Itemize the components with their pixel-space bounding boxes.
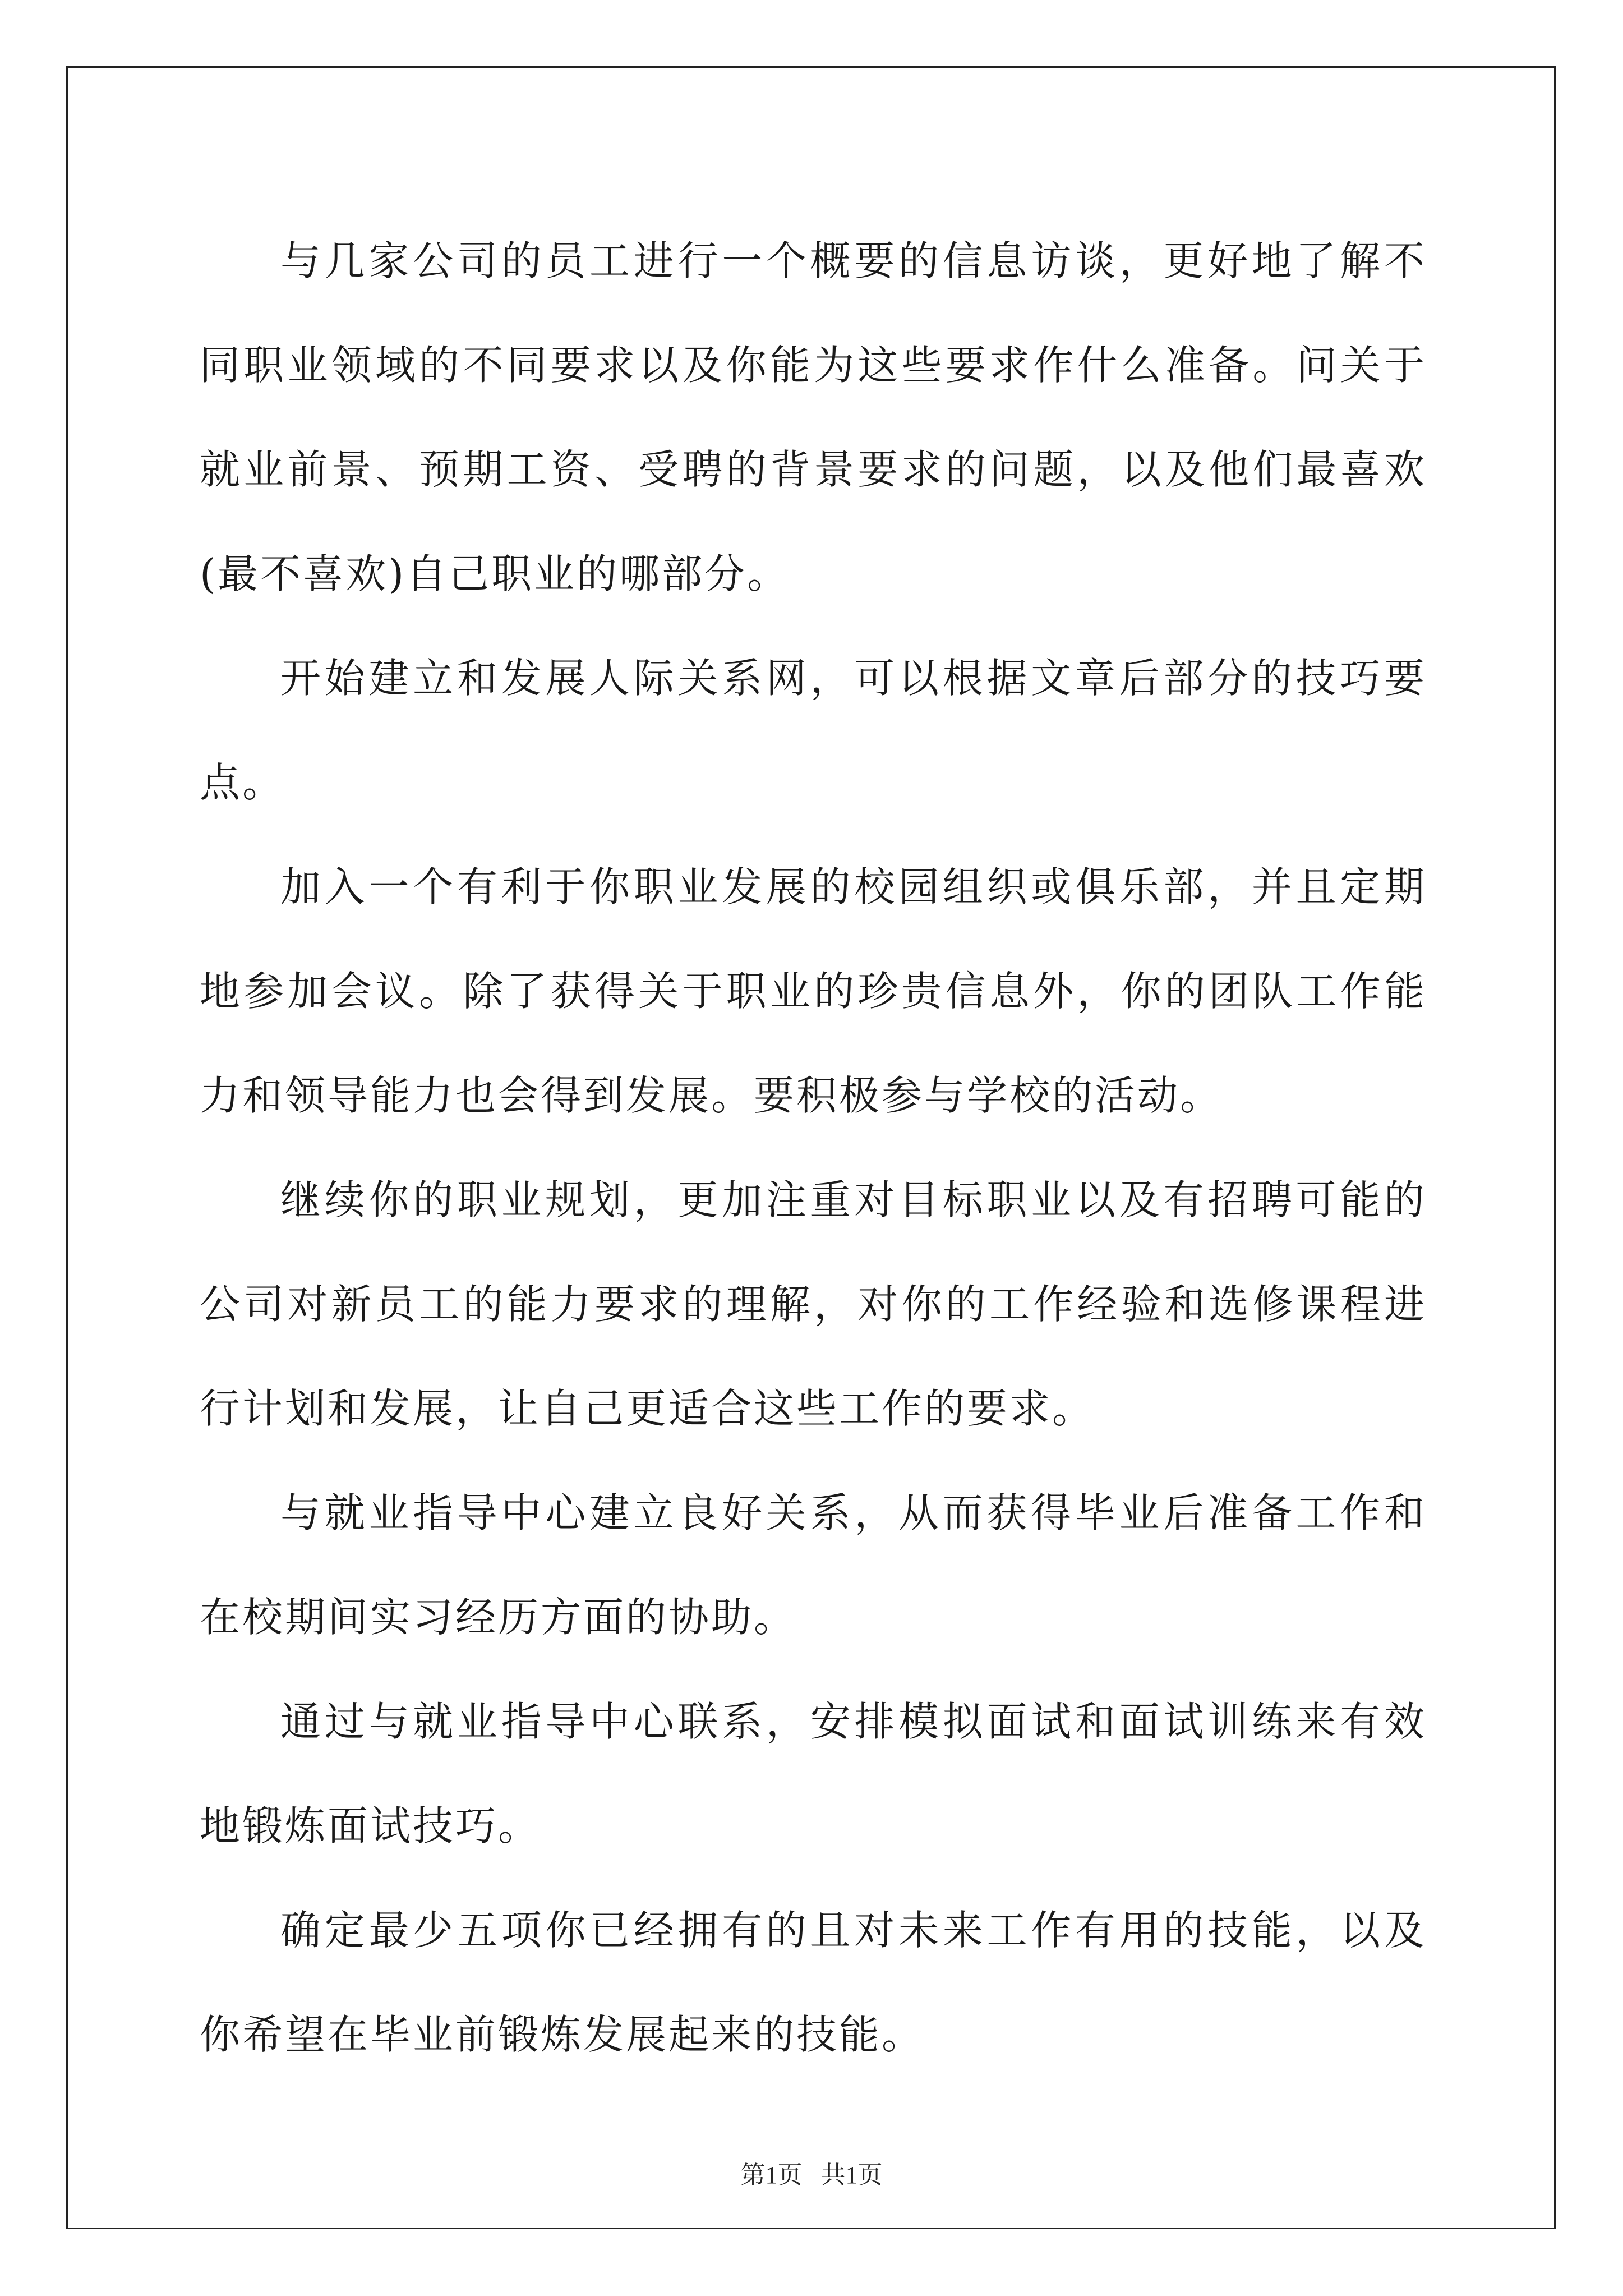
footer-spacer [803,2161,821,2189]
paragraph-1: 与几家公司的员工进行一个概要的信息访谈，更好地了解不同职业领域的不同要求以及你能为这些要求作什么准备。问关于就业前景、预期工资、受聘的背景要求的问题，以及他们最喜欢(最不喜欢)自己职业的哪部分。 [200,237,1427,597]
paragraph-7: 确定最少五项你已经拥有的且对未来工作有用的技能，以及你希望在毕业前锻炼发展起来的技能。 [200,1907,1427,2058]
page-footer [0,2159,1623,2192]
page-number-total: 共1页 [820,2161,883,2189]
paragraph-4: 继续你的职业规划，更加注重对目标职业以及有招聘可能的公司对新员工的能力要求的理解，对你的工作经验和选修课程进行计划和发展，让自己更适合这些工作的要求。 [200,1176,1427,1432]
document-body [200,209,1427,2087]
paragraph-5: 与就业指导中心建立良好关系，从而获得毕业后准备工作和在校期间实习经历方面的协助。 [200,1489,1427,1641]
paragraph-2: 开始建立和发展人际关系网，可以根据文章后部分的技巧要点。 [200,655,1427,806]
paragraph-6: 通过与就业指导中心联系，安排模拟面试和面试训练来有效地锻炼面试技巧。 [200,1698,1427,1849]
paragraph-3: 加入一个有利于你职业发展的校园组织或俱乐部，并且定期地参加会议。除了获得关于职业的珍贵信息外，你的团队工作能力和领导能力也会得到发展。要积极参与学校的活动。 [200,863,1427,1119]
page-number-current: 第1页 [740,2161,803,2189]
